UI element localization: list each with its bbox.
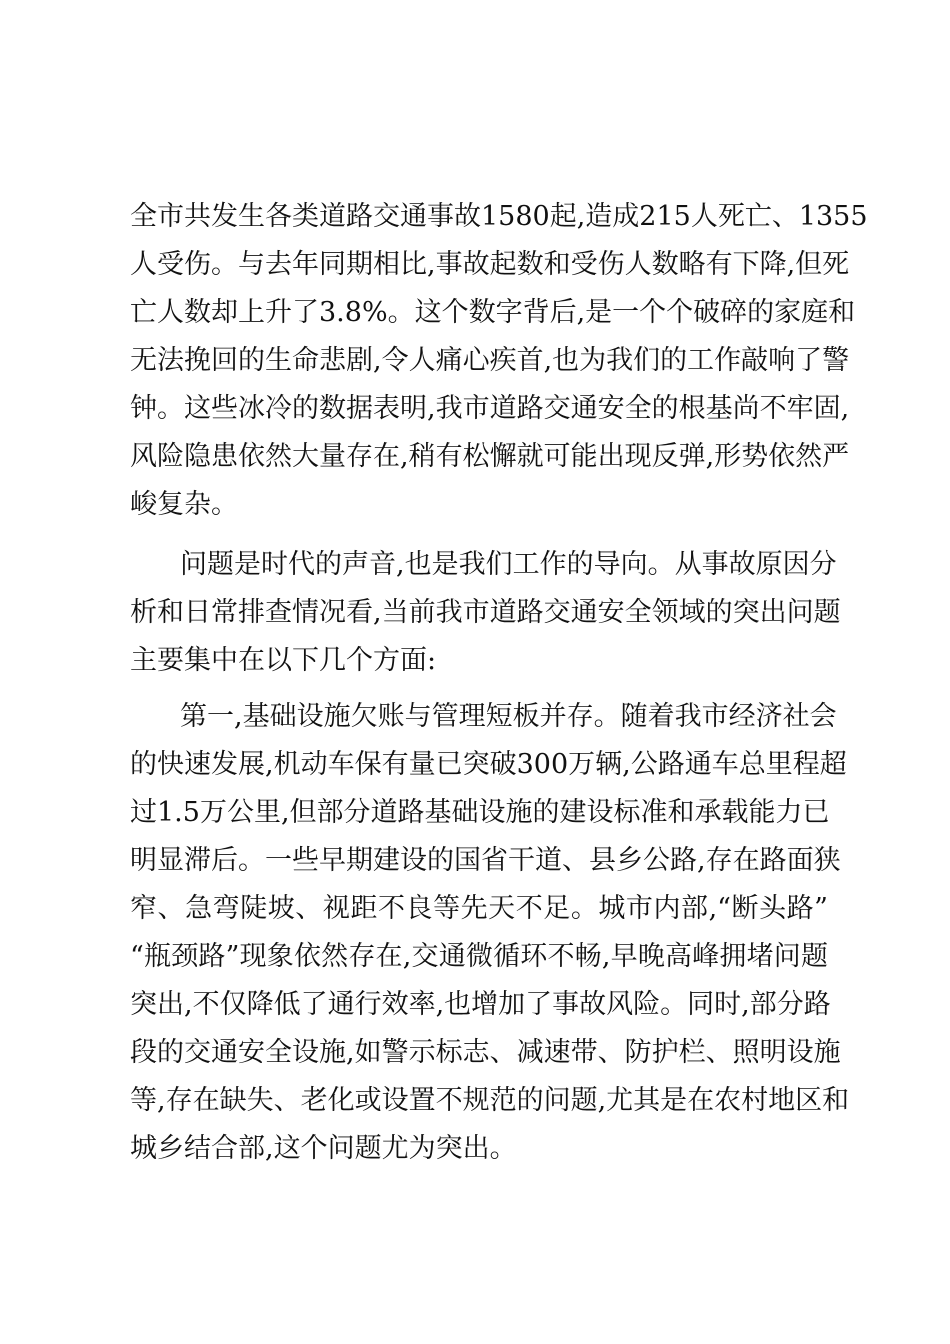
- text-line: 段的交通安全设施,如警示标志、减速带、防护栏、照明设施: [130, 1037, 841, 1068]
- text-line: 析和日常排查情况看,当前我市道路交通安全领域的突出问题: [130, 597, 841, 628]
- text-line: 等,存在缺失、老化或设置不规范的问题,尤其是在农村地区和: [130, 1085, 850, 1116]
- text-line: 峻复杂。: [130, 489, 238, 520]
- text-line: 明显滞后。一些早期建设的国省干道、县乡公路,存在路面狭: [130, 845, 841, 876]
- text-line: 人受伤。与去年同期相比,事故起数和受伤人数略有下降,但死: [130, 249, 850, 280]
- text-line: 全市共发生各类道路交通事故1580起,造成215人死亡、1355: [130, 201, 868, 232]
- text-line: 钟。这些冰冷的数据表明,我市道路交通安全的根基尚不牢固,: [130, 393, 850, 424]
- text-line: 的快速发展,机动车保有量已突破300万辆,公路通车总里程超: [130, 749, 847, 780]
- text-line: “瓶颈路”现象依然存在,交通微循环不畅,早晚高峰拥堵问题: [130, 941, 828, 972]
- text-line: 主要集中在以下几个方面:: [130, 645, 437, 676]
- text-line: 第一,基础设施欠账与管理短板并存。随着我市经济社会: [180, 701, 837, 732]
- text-line: 过1.5万公里,但部分道路基础设施的建设标准和承载能力已: [130, 797, 830, 828]
- text-line: 问题是时代的声音,也是我们工作的导向。从事故原因分: [180, 549, 837, 580]
- text-line: 突出,不仅降低了通行效率,也增加了事故风险。同时,部分路: [130, 989, 831, 1020]
- text-line: 风险隐患依然大量存在,稍有松懈就可能出现反弹,形势依然严: [130, 441, 850, 472]
- text-line: 城乡结合部,这个问题尤为突出。: [130, 1133, 517, 1164]
- text-line: 无法挽回的生命悲剧,令人痛心疾首,也为我们的工作敲响了警: [130, 345, 850, 376]
- text-line: 亡人数却上升了3.8%。这个数字背后,是一个个破碎的家庭和: [130, 297, 856, 328]
- text-line: 窄、急弯陡坡、视距不良等先天不足。城市内部,“断头路”: [130, 893, 828, 924]
